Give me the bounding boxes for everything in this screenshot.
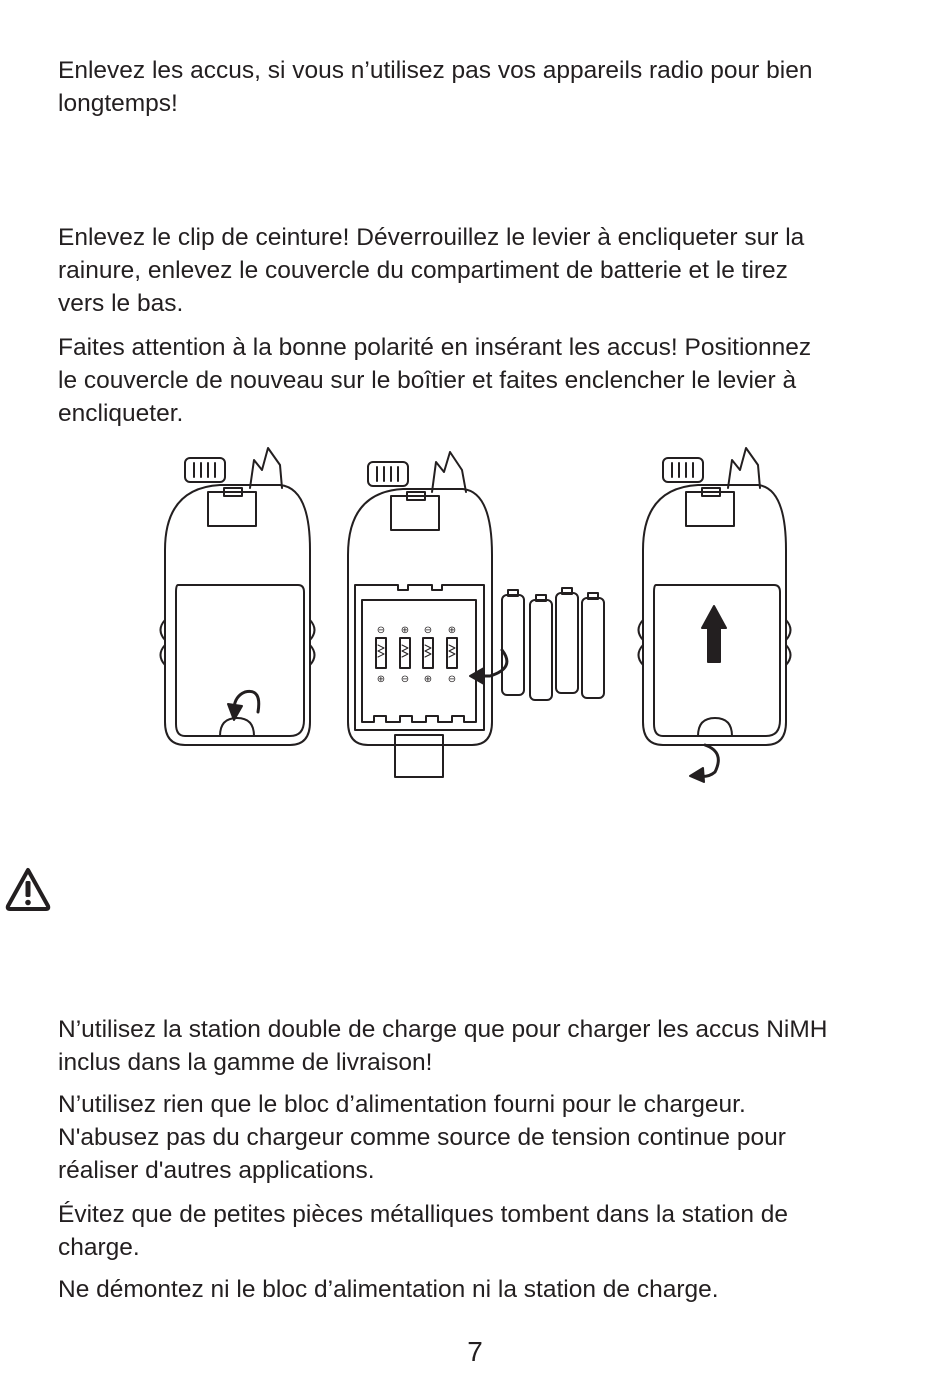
polarity-mark: ⊕	[447, 625, 457, 636]
paragraph-remove-batteries	[58, 54, 898, 120]
text-line: Faites attention à la bonne polarité en insérant les accus! Positionnez	[58, 334, 812, 361]
polarity-mark: ⊕	[400, 625, 410, 636]
warning-triangle-icon	[4, 866, 52, 912]
text-line: inclus dans la gamme de livraison!	[58, 1049, 433, 1076]
paragraph-open-compartment	[58, 221, 898, 320]
paragraph-do-not-disassemble	[58, 1273, 898, 1306]
polarity-mark: ⊖	[400, 674, 410, 685]
text-line: Enlevez le clip de ceinture! Déverrouillez le levier à encliqueter sur la	[58, 224, 805, 251]
page-number: 7	[467, 1336, 483, 1367]
polarity-mark: ⊖	[376, 625, 386, 636]
polarity-mark: ⊕	[376, 674, 386, 685]
polarity-mark: ⊖	[447, 674, 457, 685]
text-line: Enlevez les accus, si vous n’utilisez pas vos appareils radio pour bien	[58, 57, 813, 84]
radio-open-icon	[348, 452, 492, 777]
aa-batteries-icon	[502, 588, 604, 700]
text-line: Évitez que de petites pièces métalliques tombent dans la station de	[58, 1201, 788, 1228]
text-line: N'abusez pas du chargeur comme source de tension continue pour	[58, 1124, 786, 1151]
battery-replacement-illustration	[150, 440, 800, 790]
text-line: Ne démontez ni le bloc d’alimentation ni la station de charge.	[58, 1276, 719, 1303]
polarity-mark: ⊕	[423, 674, 433, 685]
polarity-mark: ⊖	[423, 625, 433, 636]
text-line: N’utilisez la station double de charge que pour charger les accus NiMH	[58, 1016, 828, 1043]
text-line: encliqueter.	[58, 400, 184, 427]
paragraph-power-supply	[58, 1088, 898, 1187]
text-line: charge.	[58, 1234, 140, 1261]
arrow-up-icon	[702, 606, 726, 662]
paragraph-charger-nimh	[58, 1013, 898, 1079]
rotate-arrow-icon	[482, 650, 507, 676]
text-line: réaliser d'autres applications.	[58, 1157, 375, 1184]
text-line: rainure, enlevez le couvercle du compartiment de batterie et le tirez	[58, 257, 788, 284]
paragraph-polarity	[58, 331, 898, 430]
text-line: longtemps!	[58, 90, 178, 117]
paragraph-metal-parts	[58, 1198, 898, 1264]
text-line: vers le bas.	[58, 290, 184, 317]
text-line: le couvercle de nouveau sur le boîtier et faites enclencher le levier à	[58, 367, 797, 394]
radio-cover-closing-icon	[639, 448, 791, 745]
text-line: N’utilisez rien que le bloc d’alimentation fourni pour le chargeur.	[58, 1091, 746, 1118]
